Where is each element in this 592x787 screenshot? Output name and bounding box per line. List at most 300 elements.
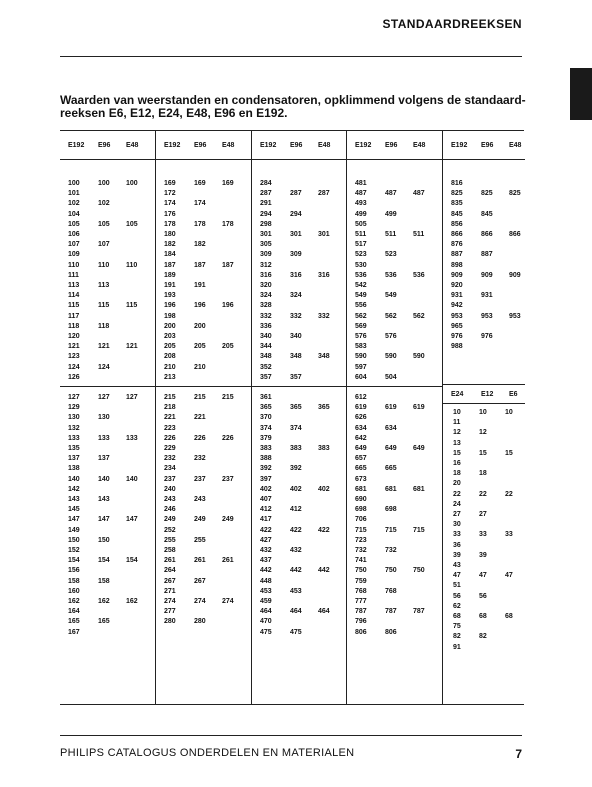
table-row [60, 597, 155, 607]
table-cell: 422 [290, 526, 302, 534]
table-cell: 121 [68, 343, 80, 351]
table-cell: 117 [68, 312, 80, 320]
table-row [156, 312, 252, 322]
table-cell: 133 [68, 434, 80, 442]
table-cell: 252 [164, 526, 176, 534]
header-e48: E48 [413, 142, 426, 149]
values-table [60, 130, 524, 705]
table-cell: 154 [68, 557, 80, 565]
table-cell: 361 [260, 394, 272, 401]
table-row [347, 393, 443, 403]
table-cell: 226 [222, 434, 234, 442]
table-cell: 218 [164, 404, 176, 412]
table-cell: 182 [194, 241, 206, 249]
table-cell: 287 [260, 190, 272, 198]
table-row [60, 220, 155, 230]
table-row [347, 617, 443, 627]
table-row [60, 413, 155, 423]
table-row [443, 220, 525, 230]
table-row [347, 444, 443, 454]
table-column-3 [251, 131, 347, 704]
table-row [347, 312, 443, 322]
table-cell: 169 [164, 180, 176, 187]
table-cell: 39 [453, 551, 461, 559]
table-row [443, 439, 525, 449]
table-cell: 453 [260, 587, 272, 595]
table-cell: 43 [453, 562, 461, 569]
table-cell: 110 [98, 261, 110, 269]
header-e96: E96 [385, 142, 398, 149]
table-cell: 154 [98, 557, 110, 565]
table-cell: 698 [355, 506, 367, 514]
table-row [252, 475, 347, 485]
table-cell: 876 [451, 241, 463, 249]
table-row [252, 322, 347, 332]
table-cell: 464 [318, 608, 330, 616]
table-row [347, 424, 443, 434]
table-cell: 249 [164, 516, 176, 524]
header-e48: E48 [222, 142, 235, 149]
table-row [252, 261, 347, 271]
table-cell: 142 [68, 485, 80, 493]
table-cell: 240 [164, 485, 176, 493]
group-separator [156, 386, 252, 387]
table-cell: 280 [194, 618, 206, 626]
table-cell: 597 [355, 363, 367, 371]
table-cell: 237 [222, 475, 234, 483]
table-cell: 723 [355, 536, 367, 544]
table-row [60, 271, 155, 281]
table-cell: 536 [413, 271, 425, 279]
table-cell: 612 [355, 394, 367, 401]
table-cell: 787 [385, 608, 397, 616]
table-row [443, 592, 525, 602]
table-cell: 316 [290, 271, 302, 279]
table-row [252, 505, 347, 515]
table-cell: 62 [453, 602, 461, 610]
table-row [252, 587, 347, 597]
table-row [347, 536, 443, 546]
table-cell: 437 [260, 557, 272, 565]
table-cell: 176 [164, 210, 176, 218]
table-cell: 118 [98, 322, 110, 330]
header-e96: E96 [194, 142, 207, 149]
table-row [156, 363, 252, 373]
table-row [347, 454, 443, 464]
table-cell: 294 [290, 210, 302, 218]
table-cell: 246 [164, 506, 176, 514]
table-row [156, 352, 252, 362]
table-row [347, 291, 443, 301]
table-cell: 232 [164, 455, 176, 463]
table-cell: 920 [451, 282, 463, 289]
table-cell: 169 [194, 180, 206, 187]
table-row [252, 210, 347, 220]
table-cell: 47 [453, 572, 461, 580]
table-cell: 127 [126, 394, 138, 401]
table-cell: 294 [260, 210, 272, 218]
table-row [252, 312, 347, 322]
table-row [252, 199, 347, 209]
table-cell: 305 [260, 241, 272, 249]
table-cell: 215 [164, 394, 176, 401]
table-row [156, 495, 252, 505]
column-header-row [443, 131, 525, 160]
table-cell: 140 [68, 475, 80, 483]
table-cell: 806 [355, 628, 367, 636]
table-cell: 100 [68, 180, 80, 187]
table-cell: 113 [98, 282, 110, 289]
table-row [60, 322, 155, 332]
table-cell: 126 [68, 373, 80, 381]
table-row [252, 546, 347, 556]
table-cell: 953 [509, 312, 521, 320]
table-cell: 147 [98, 516, 110, 524]
table-cell: 348 [318, 353, 330, 361]
table-row [252, 301, 347, 311]
table-cell: 115 [68, 302, 80, 310]
table-cell: 590 [413, 353, 425, 361]
table-cell: 274 [194, 598, 206, 605]
table-cell: 249 [194, 516, 206, 524]
table-cell: 374 [260, 424, 272, 432]
table-cell: 164 [68, 608, 80, 616]
table-cell: 210 [194, 363, 206, 371]
table-cell: 274 [222, 598, 234, 605]
table-cell: 261 [222, 557, 234, 565]
table-cell: 56 [453, 592, 461, 600]
table-row [443, 291, 525, 301]
table-cell: 475 [260, 628, 272, 636]
table-cell: 271 [164, 587, 176, 595]
table-cell: 137 [68, 455, 80, 463]
intro-text: Waarden van weerstanden en condensatoren, opklimmend volgens de standaard-reeksen E6, E12, E24, E48, E96 en E192. [60, 93, 526, 120]
table-row [443, 581, 525, 591]
table-cell: 15 [453, 449, 461, 457]
table-cell: 320 [260, 282, 272, 289]
table-cell: 196 [164, 302, 176, 310]
table-cell: 422 [260, 526, 272, 534]
table-cell: 205 [222, 343, 234, 351]
table-row [443, 551, 525, 561]
column-header-row [347, 131, 443, 160]
table-row [60, 454, 155, 464]
header-e192: E192 [260, 142, 277, 149]
table-cell: 750 [413, 567, 425, 575]
table-cell: 909 [481, 271, 493, 279]
table-cell: 392 [260, 465, 272, 473]
table-cell: 287 [290, 190, 302, 198]
table-row [156, 199, 252, 209]
table-row [60, 485, 155, 495]
table-row [252, 485, 347, 495]
table-cell: 287 [318, 190, 330, 198]
table-row [156, 210, 252, 220]
table-row [443, 622, 525, 632]
table-row [156, 464, 252, 474]
table-cell: 11 [453, 419, 461, 427]
header-e48: E48 [509, 142, 522, 149]
table-cell: 107 [68, 241, 80, 249]
table-row [347, 220, 443, 230]
table-cell: 352 [260, 363, 272, 371]
table-cell: 10 [453, 409, 461, 416]
table-cell: 493 [355, 200, 367, 208]
table-row [347, 373, 443, 383]
table-cell: 255 [164, 536, 176, 544]
table-cell: 332 [290, 312, 302, 320]
table-cell: 459 [260, 598, 272, 605]
column-header-row [156, 131, 252, 160]
table-row [347, 332, 443, 342]
table-cell: 124 [98, 363, 110, 371]
table-cell: 22 [505, 490, 513, 498]
table-cell: 221 [194, 414, 206, 422]
table-row [252, 454, 347, 464]
table-cell: 657 [355, 455, 367, 463]
table-cell: 10 [505, 409, 513, 416]
table-row [443, 261, 525, 271]
table-cell: 464 [290, 608, 302, 616]
table-row [443, 332, 525, 342]
table-cell: 898 [451, 261, 463, 269]
header-e48: E48 [318, 142, 331, 149]
table-cell: 715 [413, 526, 425, 534]
table-row [60, 475, 155, 485]
table-cell: 229 [164, 445, 176, 452]
table-cell: 277 [164, 608, 176, 616]
subheader-e12: E12 [481, 391, 494, 398]
table-row [443, 520, 525, 530]
table-row [347, 475, 443, 485]
table-cell: 576 [355, 333, 367, 340]
table-column-2 [155, 131, 252, 704]
table-row [443, 199, 525, 209]
table-row [156, 189, 252, 199]
table-cell: 312 [260, 261, 272, 269]
table-cell: 562 [385, 312, 397, 320]
table-row [252, 363, 347, 373]
table-cell: 120 [68, 333, 80, 340]
table-cell: 825 [481, 190, 493, 198]
table-row [252, 179, 347, 189]
table-cell: 165 [68, 618, 80, 626]
table-row [156, 454, 252, 464]
table-cell: 370 [260, 414, 272, 422]
table-row [347, 301, 443, 311]
table-cell: 542 [355, 282, 367, 289]
table-row [156, 607, 252, 617]
table-row [347, 179, 443, 189]
table-row [252, 607, 347, 617]
table-row [347, 230, 443, 240]
table-cell: 137 [98, 455, 110, 463]
table-row [347, 505, 443, 515]
table-cell: 169 [222, 180, 234, 187]
table-cell: 174 [164, 200, 176, 208]
table-row [347, 352, 443, 362]
table-cell: 787 [413, 608, 425, 616]
table-cell: 56 [479, 592, 487, 600]
table-row [443, 301, 525, 311]
table-row [443, 459, 525, 469]
table-cell: 267 [194, 577, 206, 585]
table-row [60, 291, 155, 301]
table-cell: 383 [318, 445, 330, 452]
table-cell: 261 [164, 557, 176, 565]
table-cell: 47 [505, 572, 513, 580]
table-cell: 267 [164, 577, 176, 585]
table-row [443, 312, 525, 322]
column-header-row [252, 131, 347, 160]
table-cell: 182 [164, 241, 176, 249]
table-cell: 91 [453, 643, 461, 651]
table-row [347, 342, 443, 352]
table-cell: 562 [355, 312, 367, 320]
table-row [60, 281, 155, 291]
group-separator [252, 386, 347, 387]
table-cell: 107 [98, 241, 110, 249]
table-cell: 291 [260, 200, 272, 208]
table-cell: 154 [126, 557, 138, 565]
table-cell: 196 [194, 302, 206, 310]
table-cell: 909 [509, 271, 521, 279]
table-row [156, 444, 252, 454]
table-row [156, 434, 252, 444]
table-cell: 33 [453, 531, 461, 539]
table-row [60, 403, 155, 413]
table-cell: 777 [355, 598, 367, 605]
header-e48: E48 [126, 142, 139, 149]
table-cell: 953 [451, 312, 463, 320]
table-row [252, 281, 347, 291]
table-cell: 365 [318, 404, 330, 412]
table-cell: 866 [509, 231, 521, 238]
table-cell: 147 [68, 516, 80, 524]
table-row [156, 250, 252, 260]
table-cell: 221 [164, 414, 176, 422]
table-cell: 127 [68, 394, 80, 401]
table-row [60, 230, 155, 240]
table-row [347, 261, 443, 271]
table-row [443, 530, 525, 540]
table-cell: 681 [413, 485, 425, 493]
table-cell: 75 [453, 623, 461, 631]
table-row [252, 556, 347, 566]
table-cell: 10 [479, 409, 487, 416]
table-row [60, 332, 155, 342]
table-cell: 681 [385, 485, 397, 493]
table-cell: 412 [290, 506, 302, 514]
table-cell: 379 [260, 434, 272, 442]
table-cell: 866 [451, 231, 463, 238]
table-row [347, 607, 443, 617]
table-cell: 20 [453, 480, 461, 488]
table-cell: 750 [355, 567, 367, 575]
table-cell: 741 [355, 557, 367, 565]
table-cell: 397 [260, 475, 272, 483]
table-row [347, 495, 443, 505]
header-e192: E192 [451, 142, 468, 149]
table-cell: 504 [385, 373, 397, 381]
table-cell: 536 [355, 271, 367, 279]
table-cell: 806 [385, 628, 397, 636]
table-cell: 30 [453, 521, 461, 529]
table-row [156, 597, 252, 607]
table-cell: 123 [68, 353, 80, 361]
table-cell: 205 [164, 343, 176, 351]
table-cell: 768 [355, 587, 367, 595]
table-cell: 232 [194, 455, 206, 463]
table-cell: 193 [164, 292, 176, 300]
table-cell: 143 [68, 496, 80, 503]
table-cell: 264 [164, 567, 176, 575]
footer-rule [60, 735, 522, 736]
table-cell: 453 [290, 587, 302, 595]
table-row [60, 261, 155, 271]
table-cell: 127 [98, 394, 110, 401]
table-cell: 604 [355, 373, 367, 381]
table-row [252, 373, 347, 383]
table-cell: 856 [451, 220, 463, 228]
table-row [60, 250, 155, 260]
table-cell: 165 [98, 618, 110, 626]
table-row [156, 515, 252, 525]
table-cell: 328 [260, 302, 272, 310]
header-rule [60, 56, 522, 57]
table-cell: 511 [385, 231, 397, 238]
table-cell: 152 [68, 547, 80, 554]
table-row [156, 393, 252, 403]
table-row [443, 500, 525, 510]
table-row [60, 342, 155, 352]
header-e96: E96 [98, 142, 111, 149]
table-cell: 226 [164, 434, 176, 442]
header-e192: E192 [68, 142, 85, 149]
table-cell: 184 [164, 251, 176, 259]
table-row [156, 577, 252, 587]
table-row [156, 220, 252, 230]
table-row [60, 179, 155, 189]
table-cell: 732 [385, 547, 397, 554]
table-cell: 523 [385, 251, 397, 259]
subheader-top-rule [443, 384, 525, 385]
table-cell: 665 [355, 465, 367, 473]
table-cell: 499 [355, 210, 367, 218]
table-cell: 357 [290, 373, 302, 381]
table-row [347, 199, 443, 209]
table-row [443, 322, 525, 332]
table-cell: 200 [164, 322, 176, 330]
table-cell: 481 [355, 180, 367, 187]
table-cell: 187 [164, 261, 176, 269]
table-cell: 590 [385, 353, 397, 361]
table-cell: 109 [68, 251, 80, 259]
table-cell: 402 [290, 485, 302, 493]
table-row [156, 342, 252, 352]
table-cell: 942 [451, 302, 463, 310]
table-row [156, 556, 252, 566]
table-cell: 135 [68, 445, 80, 452]
table-cell: 698 [385, 506, 397, 514]
table-row [443, 643, 525, 653]
table-cell: 100 [98, 180, 110, 187]
table-row [443, 602, 525, 612]
table-row [252, 495, 347, 505]
table-cell: 215 [222, 394, 234, 401]
table-cell: 39 [479, 551, 487, 559]
table-row [60, 556, 155, 566]
